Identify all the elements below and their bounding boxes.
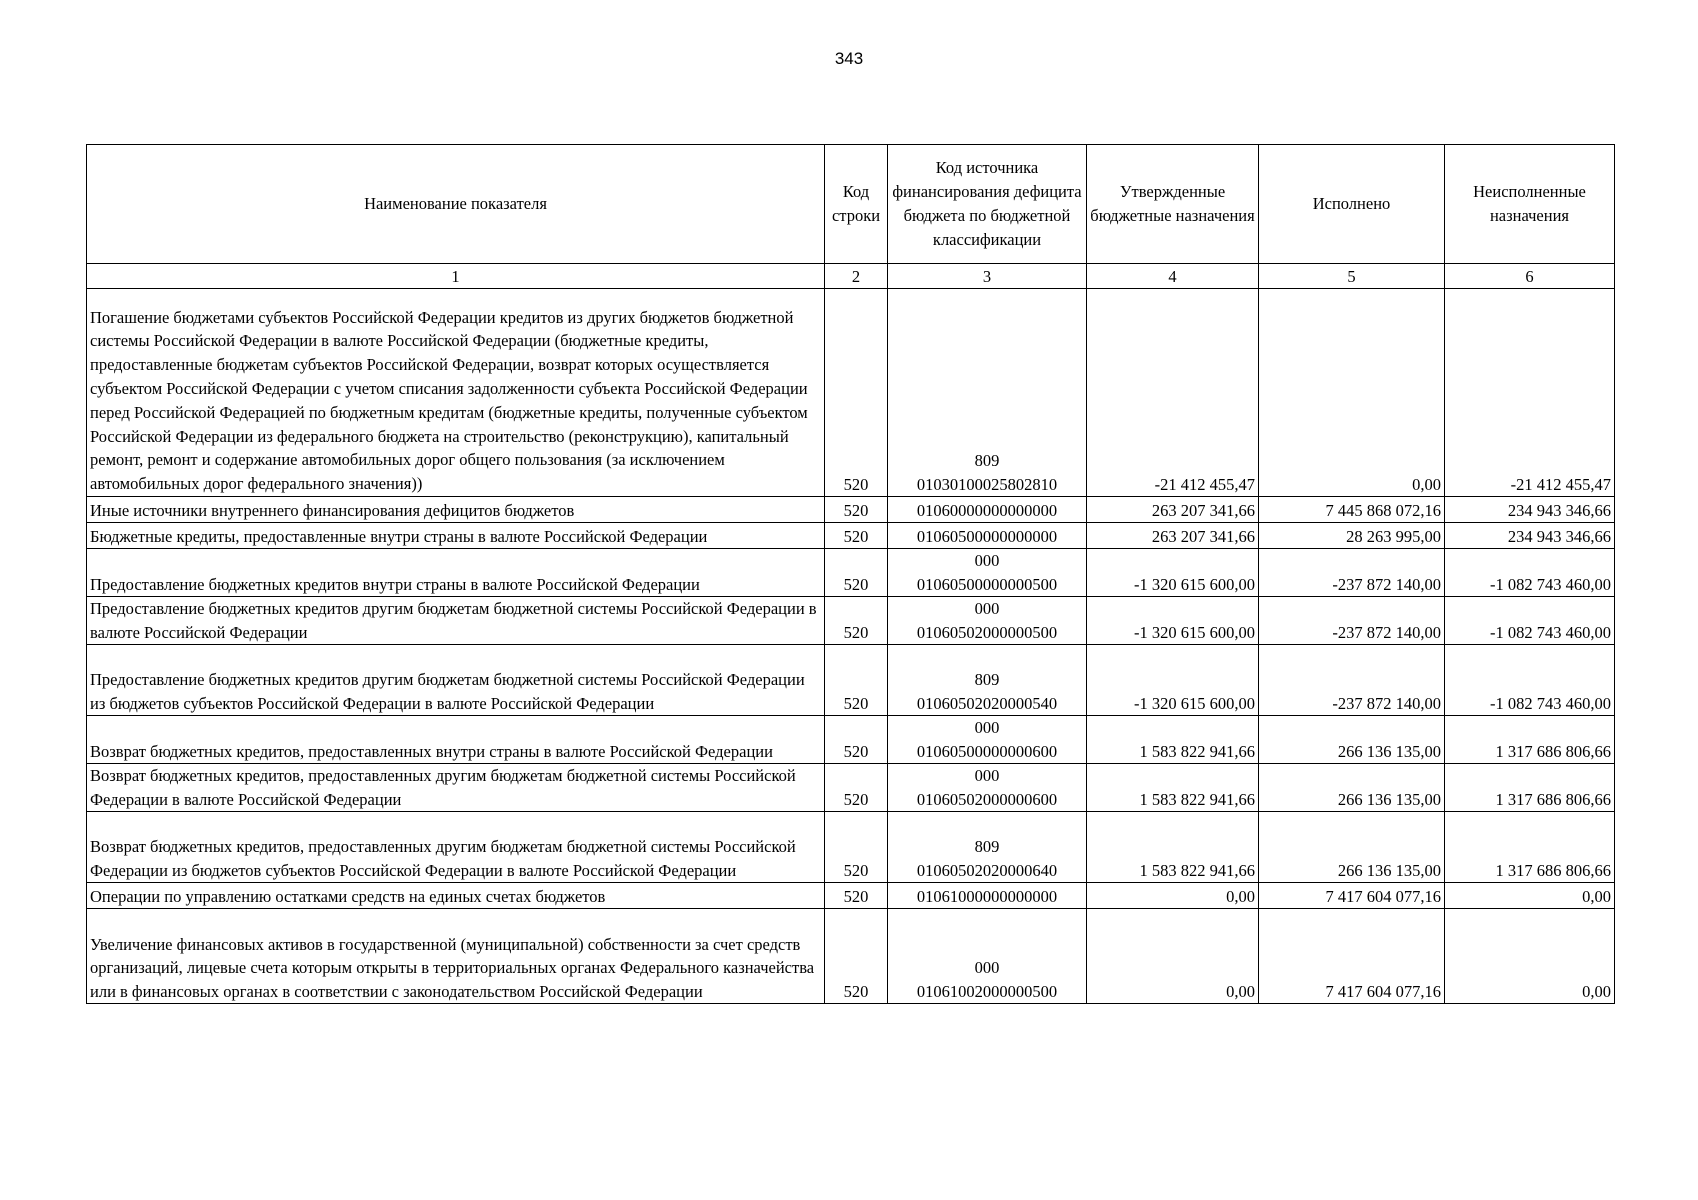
source-code: [888, 883, 1087, 909]
classification-code: 01060500000000600: [916, 741, 1058, 761]
header-source-code: Код источника финансирования дефицита бюджета по бюджетной классификации: [888, 145, 1087, 264]
table-row: [87, 812, 1615, 883]
classification-code: 01060502000000500: [916, 622, 1058, 642]
classification-code: 01030100025802810: [916, 474, 1058, 494]
classification-code: 01061002000000500: [916, 981, 1058, 1001]
classification-code: 01060502020000640: [916, 860, 1058, 880]
source-code: [888, 645, 1087, 716]
header-approved: Утвержденные бюджетные назначения: [1087, 145, 1259, 264]
line-code: 520: [825, 289, 888, 497]
indicator-name: Бюджетные кредиты, предоставленные внутри страны в валюте Российской Федерации: [87, 523, 825, 549]
classification-code: 01060502000000600: [916, 789, 1058, 809]
column-number: 2: [825, 264, 888, 289]
page-number: 343: [834, 49, 864, 68]
table-row: [87, 883, 1615, 909]
classification-code: 01060500000000000: [916, 526, 1058, 546]
unexecuted-value: 0,00: [1445, 883, 1615, 909]
table-row: [87, 523, 1615, 549]
column-number: 4: [1087, 264, 1259, 289]
unexecuted-value: 234 943 346,66: [1445, 523, 1615, 549]
source-code: [888, 597, 1087, 645]
column-number: 1: [87, 264, 825, 289]
unexecuted-value: -1 082 743 460,00: [1445, 549, 1615, 597]
line-code: 520: [825, 812, 888, 883]
table-row: [87, 549, 1615, 597]
admin-code: 000: [974, 599, 1000, 618]
line-code: 520: [825, 597, 888, 645]
header-row: [87, 145, 1615, 264]
unexecuted-value: 0,00: [1445, 909, 1615, 1004]
unexecuted-value: -1 082 743 460,00: [1445, 645, 1615, 716]
executed-value: 266 136 135,00: [1259, 716, 1445, 764]
column-number: 5: [1259, 264, 1445, 289]
line-code: 520: [825, 523, 888, 549]
line-code: 520: [825, 716, 888, 764]
executed-value: -237 872 140,00: [1259, 645, 1445, 716]
admin-code: 809: [974, 670, 1000, 689]
table-row: [87, 497, 1615, 523]
unexecuted-value: -21 412 455,47: [1445, 289, 1615, 497]
indicator-name: Увеличение финансовых активов в государственной (муниципальной) собственности за счет средств организаций, лицевые счета которым открыты в территориальных органах Федерального казначейства или в финансовых органах в соответствии с законодательством Российской Федерации: [87, 909, 825, 1004]
indicator-name: Предоставление бюджетных кредитов другим бюджетам бюджетной системы Российской Федерации из бюджетов субъектов Российской Федерации в валюте Российской Федерации: [87, 645, 825, 716]
indicator-name: Возврат бюджетных кредитов, предоставленных внутри страны в валюте Российской Федерации: [87, 716, 825, 764]
approved-value: -1 320 615 600,00: [1087, 549, 1259, 597]
source-code: [888, 289, 1087, 497]
classification-code: 01060502020000540: [916, 693, 1058, 713]
approved-value: 1 583 822 941,66: [1087, 716, 1259, 764]
budget-sources-table: [86, 144, 1615, 1004]
unexecuted-value: -1 082 743 460,00: [1445, 597, 1615, 645]
approved-value: 1 583 822 941,66: [1087, 764, 1259, 812]
table-body: [87, 289, 1615, 1004]
table-row: [87, 597, 1615, 645]
classification-code: 01060500000000500: [916, 574, 1058, 594]
indicator-name: Возврат бюджетных кредитов, предоставленных другим бюджетам бюджетной системы Российской Федерации в валюте Российской Федерации: [87, 764, 825, 812]
executed-value: 266 136 135,00: [1259, 764, 1445, 812]
source-code: [888, 909, 1087, 1004]
column-number: 3: [888, 264, 1087, 289]
source-code: [888, 716, 1087, 764]
table-row: [87, 289, 1615, 497]
table-row: [87, 764, 1615, 812]
approved-value: 263 207 341,66: [1087, 497, 1259, 523]
executed-value: -237 872 140,00: [1259, 549, 1445, 597]
unexecuted-value: 234 943 346,66: [1445, 497, 1615, 523]
header-executed: Исполнено: [1259, 145, 1445, 264]
source-code: [888, 497, 1087, 523]
approved-value: 1 583 822 941,66: [1087, 812, 1259, 883]
executed-value: -237 872 140,00: [1259, 597, 1445, 645]
indicator-name: Операции по управлению остатками средств на единых счетах бюджетов: [87, 883, 825, 909]
table-header: [87, 145, 1615, 289]
indicator-name: [87, 289, 825, 497]
column-number-row: [87, 264, 1615, 289]
admin-code: 000: [974, 718, 1000, 737]
indicator-name: Предоставление бюджетных кредитов другим бюджетам бюджетной системы Российской Федерации в валюте Российской Федерации: [87, 597, 825, 645]
indicator-name: Возврат бюджетных кредитов, предоставленных другим бюджетам бюджетной системы Российской Федерации из бюджетов субъектов Российской Федерации в валюте Российской Федерации: [87, 812, 825, 883]
approved-value: -1 320 615 600,00: [1087, 645, 1259, 716]
executed-value: 0,00: [1259, 289, 1445, 497]
indicator-name: Иные источники внутреннего финансирования дефицитов бюджетов: [87, 497, 825, 523]
table-row: [87, 716, 1615, 764]
classification-code: 01060000000000000: [916, 500, 1058, 520]
line-code: 520: [825, 549, 888, 597]
approved-value: 0,00: [1087, 909, 1259, 1004]
unexecuted-value: 1 317 686 806,66: [1445, 764, 1615, 812]
approved-value: 0,00: [1087, 883, 1259, 909]
approved-value: -1 320 615 600,00: [1087, 597, 1259, 645]
header-line-code: Код строки: [825, 145, 888, 264]
approved-value: -21 412 455,47: [1087, 289, 1259, 497]
line-code: 520: [825, 909, 888, 1004]
header-indicator-name: Наименование показателя: [87, 145, 825, 264]
line-code: 520: [825, 645, 888, 716]
executed-value: 28 263 995,00: [1259, 523, 1445, 549]
admin-code: 809: [974, 451, 1000, 470]
executed-value: 7 417 604 077,16: [1259, 883, 1445, 909]
executed-value: 7 417 604 077,16: [1259, 909, 1445, 1004]
admin-code: 000: [974, 958, 1000, 977]
line-code: 520: [825, 883, 888, 909]
table-row: [87, 909, 1615, 1004]
admin-code: 000: [974, 551, 1000, 570]
executed-value: 7 445 868 072,16: [1259, 497, 1445, 523]
approved-value: 263 207 341,66: [1087, 523, 1259, 549]
source-code: [888, 764, 1087, 812]
source-code: [888, 523, 1087, 549]
source-code: [888, 812, 1087, 883]
line-code: 520: [825, 497, 888, 523]
unexecuted-value: 1 317 686 806,66: [1445, 716, 1615, 764]
line-code: 520: [825, 764, 888, 812]
column-number: 6: [1445, 264, 1615, 289]
table-row: [87, 645, 1615, 716]
admin-code: 809: [974, 837, 1000, 856]
admin-code: 000: [974, 766, 1000, 785]
unexecuted-value: 1 317 686 806,66: [1445, 812, 1615, 883]
executed-value: 266 136 135,00: [1259, 812, 1445, 883]
classification-code: 01061000000000000: [916, 886, 1058, 906]
header-unexecuted: Неисполненные назначения: [1445, 145, 1615, 264]
indicator-name-text: Погашение бюджетами субъектов Российской Федерации кредитов из других бюджетов бюджетной системы Российской Федерации в валюте Российской Федерации (бюджетные кредиты, предоставленные бюджетам субъектов Российской Федерации, возврат которых осуществляется субъектом Российской Федерации с учетом списания задолженности субъекта Российской Федерации перед Российской Федерацией по бюджетным кредитам (бюджетные кредиты, полученные субъектом Российской Федерации из федерального бюджета на строительство (реконструкцию), капитальный ремонт, ремонт и содержание автомобильных дорог общего пользования (за исключением автомобильных дорог федерального значения)): [90, 307, 808, 494]
indicator-name: Предоставление бюджетных кредитов внутри страны в валюте Российской Федерации: [87, 549, 825, 597]
source-code: [888, 549, 1087, 597]
